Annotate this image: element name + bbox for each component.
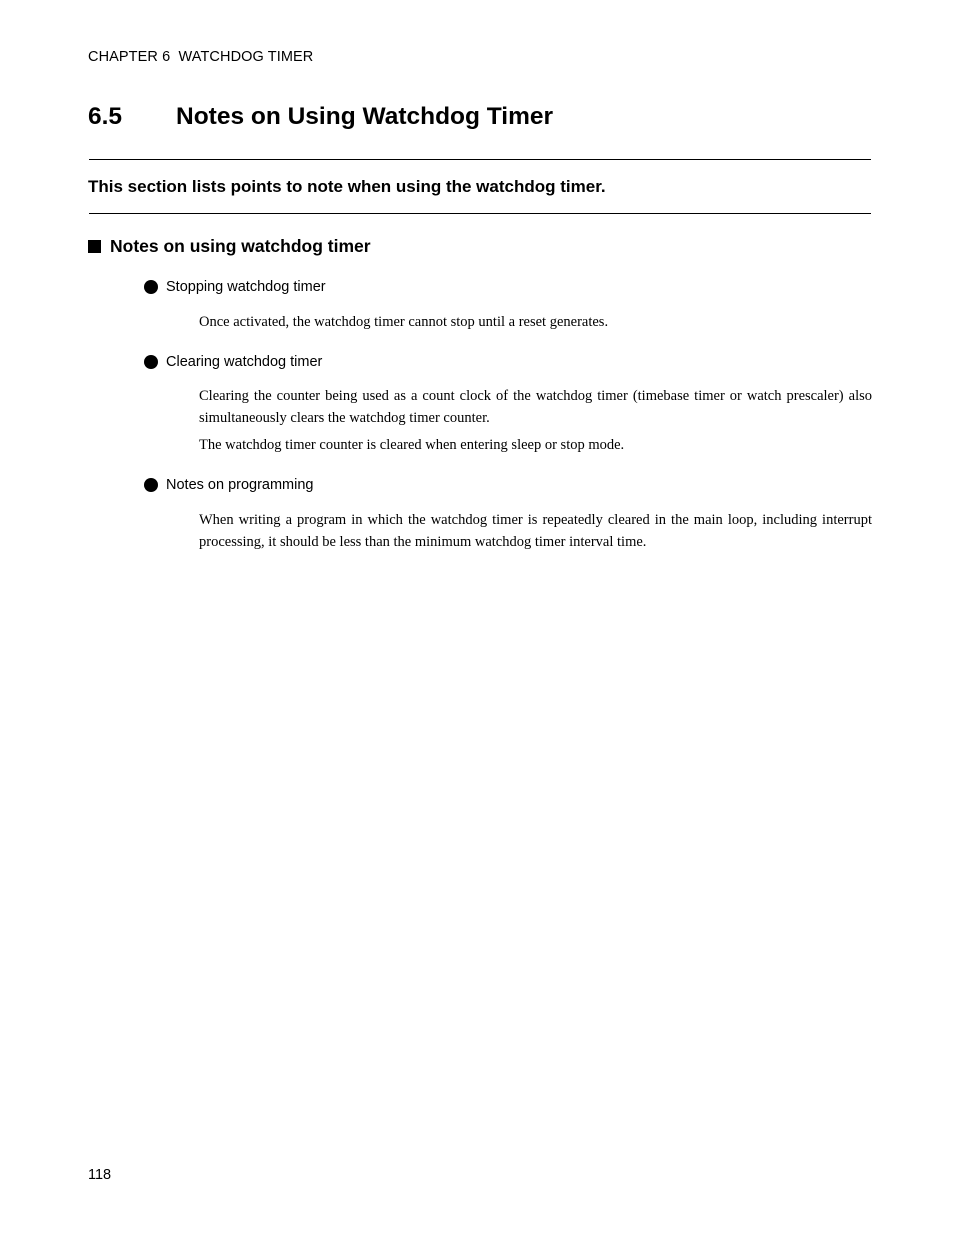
item-title: Clearing watchdog timer [166, 354, 323, 370]
section-title: Notes on Using Watchdog Timer [176, 103, 554, 130]
item-paragraph: Once activated, the watchdog timer cannot stop until a reset generates. [199, 314, 609, 330]
item-title: Notes on programming [166, 477, 314, 493]
item-title: Stopping watchdog timer [166, 279, 326, 295]
subsection-heading [88, 236, 371, 257]
item-heading-clearing [144, 354, 322, 370]
bottom-divider [89, 213, 871, 214]
square-bullet-icon [88, 240, 101, 253]
section-heading [88, 103, 553, 131]
top-divider [89, 159, 871, 160]
section-number: 6.5 [88, 103, 123, 130]
item-paragraph: When writing a program in which the watchdog timer is repeatedly cleared in the main loop, including interrupt processing, it should be less than the minimum watchdog timer interval time. [199, 512, 872, 550]
subsection-title: Notes on using watchdog timer [110, 236, 371, 256]
circle-bullet-icon [144, 280, 158, 294]
circle-bullet-icon [144, 478, 158, 492]
circle-bullet-icon [144, 355, 158, 369]
page-number: 118 [88, 1167, 112, 1183]
item-heading-stopping [144, 279, 326, 295]
item-paragraph: Clearing the counter being used as a count clock of the watchdog timer (timebase timer or watch prescaler) also simultaneously clears the watchdog timer counter. [199, 388, 872, 426]
section-summary: This section lists points to note when using the watchdog timer. [88, 177, 606, 196]
item-paragraph: The watchdog timer counter is cleared when entering sleep or stop mode. [199, 437, 625, 453]
running-header: CHAPTER 6 WATCHDOG TIMER [88, 49, 314, 65]
item-heading-programming [144, 477, 314, 493]
